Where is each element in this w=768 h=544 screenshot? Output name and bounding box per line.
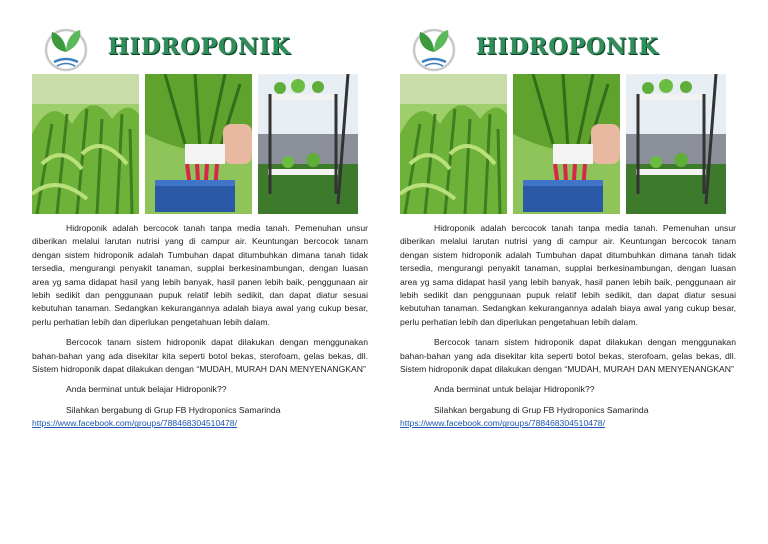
- brand-title: HIDROPONIK: [108, 34, 291, 60]
- flyer-body: [32, 222, 368, 438]
- invite-label: Silahkan bergabung di Grup FB Hydroponics Samarinda: [66, 404, 281, 415]
- question-text: Anda berminat untuk belajar Hidroponik??: [66, 384, 227, 395]
- intro-paragraph: Hidroponik adalah bercocok tanah tanpa media tanah. Pemenuhan unsur diberikan melalui larutan nutrisi yang di campur air. Keuntungan bercocok tanam dengan sistem hidroponik adalah Tumbuhan dapat ditumbuhkan dimana tanah tidak tersedia, mengurangi penyakit tanaman, supplai berkesinambungan, dengan luasan area yg sama didapat hasil yang lebih banyak, hasil panen lebih baik, penggunaan air lebih sedikit dan penggunaan pupuk relatif lebih sedikit, dan dapat diatur sesuai kebutuhan tanaman. Sedangkan kekurangannya adalah biaya awal yang cukup besar, perlu perhatian lebih dan diperlukan pengetahuan lebih dalam.: [32, 223, 368, 327]
- invite-text: [32, 404, 368, 431]
- photo-hydroponic-rack: [258, 74, 358, 214]
- photo-plant-in-container: [145, 74, 252, 214]
- brand-title: HIDROPONIK: [476, 34, 659, 60]
- facebook-group-link[interactable]: https://www.facebook.com/groups/788468304510478/: [400, 418, 605, 429]
- flyer-body: [400, 222, 736, 438]
- invite-text: [400, 404, 736, 431]
- question-text: Anda berminat untuk belajar Hidroponik??: [434, 384, 595, 395]
- method-paragraph: Bercocok tanam sistem hidroponik dapat dilakukan dengan menggunakan bahan-bahan yang ada disekitar kita seperti botol bekas, sterofoam, gelas bekas, dll. Sistem hidroponik dapat dilakukan dengan “MUDAH, MURAH DAN MENYENANGKAN”: [32, 337, 368, 375]
- photo-hydroponic-plants: [400, 74, 507, 214]
- facebook-group-link[interactable]: https://www.facebook.com/groups/788468304510478/: [32, 418, 237, 429]
- hydroponics-logo-icon: [408, 24, 460, 72]
- photo-hydroponic-rack: [626, 74, 726, 214]
- photo-hydroponic-plants: [32, 74, 139, 214]
- flyer-right: [368, 0, 738, 544]
- intro-paragraph: Hidroponik adalah bercocok tanah tanpa media tanah. Pemenuhan unsur diberikan melalui larutan nutrisi yang di campur air. Keuntungan bercocok tanam dengan sistem hidroponik adalah Tumbuhan dapat ditumbuhkan dimana tanah tidak tersedia, mengurangi penyakit tanaman, supplai berkesinambungan, dengan luasan area yg sama didapat hasil yang lebih banyak, hasil panen lebih baik, penggunaan air lebih sedikit dan penggunaan pupuk relatif lebih sedikit, dan dapat diatur sesuai kebutuhan tanaman. Sedangkan kekurangannya adalah biaya awal yang cukup besar, perlu perhatian lebih dan diperlukan pengetahuan lebih dalam.: [400, 223, 736, 327]
- photo-plant-in-container: [513, 74, 620, 214]
- flyer-left: [0, 0, 370, 544]
- invite-label: Silahkan bergabung di Grup FB Hydroponics Samarinda: [434, 404, 649, 415]
- method-paragraph: Bercocok tanam sistem hidroponik dapat dilakukan dengan menggunakan bahan-bahan yang ada disekitar kita seperti botol bekas, sterofoam, gelas bekas, dll. Sistem hidroponik dapat dilakukan dengan “MUDAH, MURAH DAN MENYENANGKAN”: [400, 337, 736, 375]
- hydroponics-logo-icon: [40, 24, 92, 72]
